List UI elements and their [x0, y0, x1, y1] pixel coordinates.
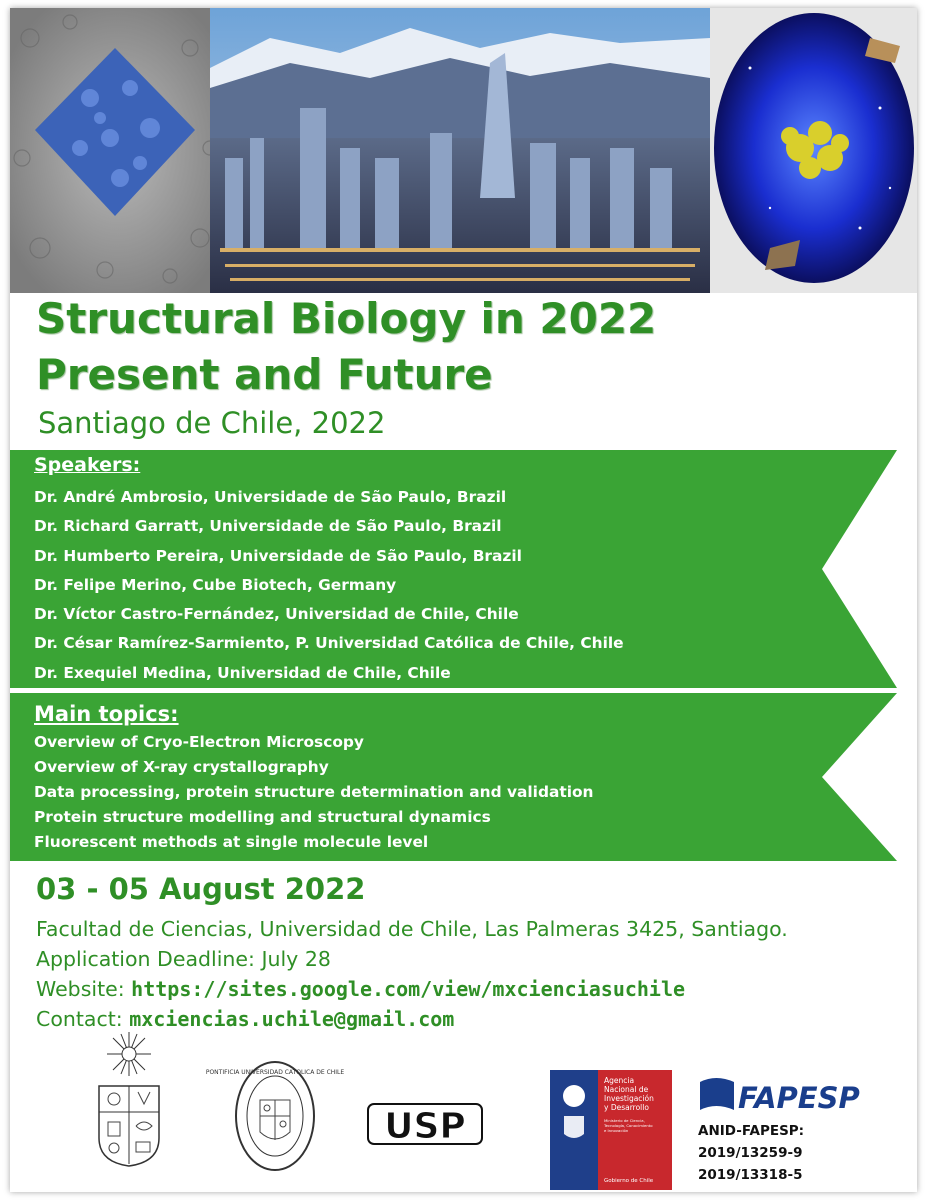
topic-item: Fluorescent methods at single molecule level — [34, 833, 429, 851]
hero-illustration — [10, 8, 917, 293]
contact-label: Contact: — [36, 1007, 123, 1031]
topic-item: Overview of X-ray crystallography — [34, 758, 329, 776]
anid-line2: Nacional de — [604, 1085, 649, 1094]
website-link[interactable]: https://sites.google.com/view/mxcienciasuchile — [131, 977, 686, 1001]
usp-logo-text: USP — [384, 1106, 466, 1147]
anid-small1: Ministerio de Ciencia, — [604, 1118, 645, 1123]
topic-item: Overview of Cryo-Electron Microscopy — [34, 733, 364, 751]
grant-label: ANID-FAPESP: — [698, 1123, 805, 1139]
topics-heading: Main topics: — [34, 702, 179, 726]
university-of-chile-seal-icon — [94, 1030, 164, 1172]
anid-line4: y Desarrollo — [604, 1103, 649, 1112]
speaker-item: Dr. Humberto Pereira, Universidade de São Paulo, Brazil — [34, 546, 522, 565]
speaker-item: Dr. César Ramírez-Sarmiento, P. Universidad Católica de Chile, Chile — [34, 634, 624, 653]
fapesp-logo-text: FAPESP — [738, 1081, 860, 1115]
grant-number: 2019/13318-5 — [698, 1167, 803, 1183]
event-venue: Facultad de Ciencias, Universidad de Chile, Las Palmeras 3425, Santiago. — [36, 917, 788, 941]
speaker-item: Dr. Richard Garratt, Universidade de São Paulo, Brazil — [34, 517, 502, 536]
poster-page — [10, 8, 917, 1192]
grant-info — [698, 1120, 804, 1186]
poster-title-line2: Present and Future — [36, 350, 493, 399]
event-date: 03 - 05 August 2022 — [36, 872, 366, 906]
speaker-item: Dr. Felipe Merino, Cube Biotech, Germany — [34, 575, 397, 594]
topic-item: Data processing, protein structure determination and validation — [34, 783, 594, 801]
anid-small3: e Innovación — [604, 1128, 629, 1133]
event-info — [36, 914, 788, 1034]
speakers-band — [10, 450, 897, 688]
contact-email-link[interactable]: mxciencias.uchile@gmail.com — [129, 1007, 455, 1031]
speaker-item: Dr. Exequiel Medina, Universidad de Chile, Chile — [34, 663, 451, 682]
speaker-item: Dr. André Ambrosio, Universidade de São Paulo, Brazil — [34, 488, 507, 506]
anid-line3: Investigación — [604, 1094, 654, 1103]
usp-logo-icon — [364, 1098, 486, 1154]
website-label: Website: — [36, 977, 125, 1001]
poster-title-line1: Structural Biology in 2022 — [36, 294, 657, 343]
catholic-university-seal-icon — [205, 1060, 345, 1176]
grant-number: 2019/13259-9 — [698, 1145, 803, 1161]
application-deadline: Application Deadline: July 28 — [36, 947, 331, 971]
topics-band — [10, 693, 897, 861]
speakers-list — [34, 483, 624, 688]
speakers-heading: Speakers: — [34, 454, 141, 476]
topic-item: Protein structure modelling and structural dynamics — [34, 808, 491, 826]
puc-seal-text: PONTIFICIA UNIVERSIDAD CATOLICA DE CHILE — [205, 1069, 345, 1076]
anid-footer: Gobierno de Chile — [604, 1178, 654, 1184]
anid-logo-icon — [550, 1070, 672, 1194]
poster-subtitle: Santiago de Chile, 2022 — [38, 406, 386, 440]
website-line — [36, 974, 788, 1004]
topics-list — [34, 730, 594, 855]
anid-small2: Tecnología, Conocimiento — [604, 1123, 653, 1128]
anid-line1: Agencia — [604, 1076, 635, 1085]
speaker-item: Dr. Víctor Castro-Fernández, Universidad de Chile, Chile — [34, 605, 519, 624]
fapesp-logo-icon — [698, 1074, 878, 1120]
hero-banner — [10, 8, 917, 293]
